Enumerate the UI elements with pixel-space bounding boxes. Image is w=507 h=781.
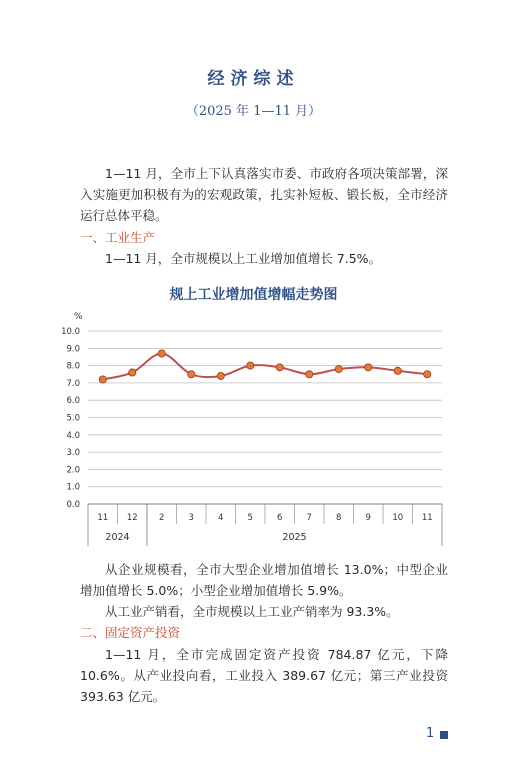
y-tick-label: 5.0: [66, 413, 80, 424]
data-point: [99, 376, 106, 383]
data-point: [306, 371, 313, 378]
x-tick-label: 9: [365, 513, 371, 523]
industry-paragraph: 1—11 月，全市规模以上工业增加值增长 7.5%。: [105, 251, 382, 266]
page-title: 经济综述: [207, 69, 300, 89]
data-point: [365, 364, 372, 371]
line-chart: [0, 300, 507, 550]
x-tick-label: 7: [306, 513, 312, 523]
enterprise-size-paragraph: 从企业规模看，全市大型企业增加值增长 13.0%；中型企业增加值增长 5.0%；小型企业增加值增长 5.9%。: [80, 562, 448, 598]
x-tick-label: 6: [277, 513, 283, 523]
x-tick-label: 5: [247, 513, 253, 523]
data-point: [217, 372, 224, 379]
investment-paragraph: 1—11 月，全市完成固定资产投资 784.87 亿元，下降 10.6%。从产业投向看，工业投入 389.67 亿元；第三产业投资 393.63 亿元。: [80, 647, 448, 704]
y-tick-label: 1.0: [66, 482, 80, 493]
x-tick-label: 11: [97, 513, 109, 523]
series-line: [103, 353, 428, 379]
data-point: [335, 365, 342, 372]
x-tick-label: 4: [218, 513, 224, 523]
x-tick-label: 2: [159, 513, 165, 523]
y-tick-label: 2.0: [66, 465, 80, 476]
y-tick-label: 10.0: [61, 327, 80, 337]
intro-paragraph: 1—11 月，全市上下认真落实市委、市政府各项决策部署，深入实施更加积极有为的宏观政策，扎实补短板、锻长板，全市经济运行总体平稳。: [80, 166, 448, 223]
data-point: [247, 362, 254, 369]
year-label: 2025: [282, 532, 307, 543]
year-label: 2024: [105, 532, 130, 543]
y-tick-label: 4.0: [66, 430, 80, 441]
x-tick-label: 8: [336, 513, 342, 523]
data-point: [424, 371, 431, 378]
chart-title: 规上工业增加值增幅走势图: [169, 287, 338, 303]
data-point: [188, 371, 195, 378]
y-tick-label: 9.0: [66, 344, 80, 355]
section-heading-investment: 二、固定资产投资: [80, 625, 181, 640]
y-tick-label: 7.0: [66, 378, 80, 389]
y-tick-label: 3.0: [66, 448, 80, 459]
page-subtitle: （2025 年 1—11 月）: [185, 104, 322, 119]
section-heading-industry: 一、工业生产: [80, 230, 156, 245]
page-marker: [440, 731, 448, 739]
y-axis-unit: %: [74, 312, 83, 322]
data-point: [158, 350, 165, 357]
y-tick-label: 6.0: [66, 396, 80, 407]
x-tick-label: 3: [188, 513, 194, 523]
data-point: [129, 369, 136, 376]
y-tick-label: 8.0: [66, 361, 80, 372]
x-tick-label: 11: [421, 513, 433, 523]
data-point: [394, 367, 401, 374]
x-tick-label: 10: [392, 513, 404, 523]
x-tick-label: 12: [126, 513, 138, 523]
sales-ratio-paragraph: 从工业产销看，全市规模以上工业产销率为 93.3%。: [105, 604, 399, 619]
y-tick-label: 0.0: [66, 500, 80, 510]
data-point: [276, 364, 283, 371]
page-number: 1: [426, 726, 435, 741]
